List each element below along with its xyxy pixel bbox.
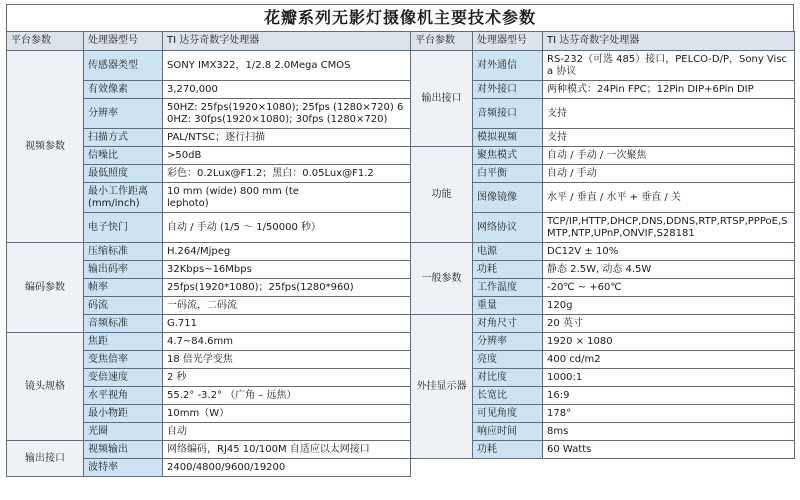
param-name: 聚焦模式: [473, 147, 543, 165]
param-name: 最小工作距离 (mm/inch): [84, 183, 163, 213]
param-value: 水平 / 垂直 / 水平 + 垂直 / 关: [543, 183, 795, 213]
param-value: SONY IMX322，1/2.8 2.0Mega CMOS: [163, 51, 411, 81]
table-row: [7, 423, 795, 441]
param-name: 白平衡: [473, 165, 543, 183]
param-name: 可见角度: [473, 405, 543, 423]
category-function: 功能: [411, 147, 473, 243]
table-row: [7, 459, 795, 477]
param-name: 有效像素: [84, 81, 163, 99]
param-value: 400 cd/m2: [543, 351, 795, 369]
header-processor-value-right: TI 达芬奇数字处理器: [543, 32, 795, 51]
header-row: [7, 32, 795, 51]
category-lens: 镜头规格: [7, 333, 84, 441]
table-row: [7, 279, 795, 297]
table-row: [7, 213, 795, 243]
param-value: 10 mm (wide) 800 mm (telephoto): [163, 183, 411, 213]
param-name: 输出码率: [84, 261, 163, 279]
param-value: 32Kbps~16Mbps: [163, 261, 411, 279]
param-value: 自动: [163, 423, 411, 441]
param-value: 18 倍光学变焦: [163, 351, 411, 369]
category-video: 视频参数: [7, 51, 84, 243]
param-value: 20 英寸: [543, 315, 795, 333]
spec-sheet: [6, 4, 794, 477]
category-encoding: 编码参数: [7, 243, 84, 333]
param-value: 178°: [543, 405, 795, 423]
param-value: 支持: [543, 129, 795, 147]
empty-cell: [411, 459, 795, 477]
param-name: 对角尺寸: [473, 315, 543, 333]
param-name: 图像镜像: [473, 183, 543, 213]
param-name: 长宽比: [473, 387, 543, 405]
param-name: 分辨率: [84, 99, 163, 129]
param-value: RS-232（可选 485）接口，PELCO-D/P，Sony Visca 协议: [543, 51, 795, 81]
spec-table: [6, 31, 795, 477]
param-name: 信噪比: [84, 147, 163, 165]
param-name: 功耗: [473, 441, 543, 459]
param-value: H.264/Mjpeg: [163, 243, 411, 261]
param-value: 彩色：0.2Lux@F1.2；黑白：0.05Lux@F1.2: [163, 165, 411, 183]
param-value: 一码流，二码流: [163, 297, 411, 315]
header-platform-right: 平台参数: [411, 32, 473, 51]
table-row: [7, 129, 795, 147]
param-name: 功耗: [473, 261, 543, 279]
param-name: 对外接口: [473, 81, 543, 99]
param-value: >50dB: [163, 147, 411, 165]
param-value: 两种模式：24Pin FPC；12Pin DIP+6Pin DIP: [543, 81, 795, 99]
table-row: [7, 405, 795, 423]
param-value: 1000:1: [543, 369, 795, 387]
param-value: 1920 × 1080: [543, 333, 795, 351]
param-value: 2400/4800/9600/19200: [163, 459, 411, 477]
param-value: 网络编码，RJ45 10/100M 自适应以太网接口: [163, 441, 411, 459]
param-name: 分辨率: [473, 333, 543, 351]
param-name: 传感器类型: [84, 51, 163, 81]
table-row: [7, 315, 795, 333]
table-row: [7, 441, 795, 459]
header-platform-left: 平台参数: [7, 32, 84, 51]
category-external-display: 外挂显示器: [411, 315, 473, 459]
table-row: [7, 333, 795, 351]
param-value: 自动 / 手动 / 一次聚焦: [543, 147, 795, 165]
page-title: 花瓣系列无影灯摄像机主要技术参数: [6, 4, 794, 31]
table-row: [7, 147, 795, 165]
param-name: 光圈: [84, 423, 163, 441]
param-name: 帧率: [84, 279, 163, 297]
table-row: [7, 99, 795, 129]
param-name: 工作温度: [473, 279, 543, 297]
table-row: [7, 261, 795, 279]
table-row: [7, 165, 795, 183]
table-row: [7, 387, 795, 405]
param-name: 亮度: [473, 351, 543, 369]
param-name: 码流: [84, 297, 163, 315]
table-row: [7, 81, 795, 99]
table-row: [7, 183, 795, 213]
table-row: [7, 243, 795, 261]
param-value: 120g: [543, 297, 795, 315]
param-name: 音频接口: [473, 99, 543, 129]
param-name: 扫描方式: [84, 129, 163, 147]
param-value: 60 Watts: [543, 441, 795, 459]
header-processor-value-left: TI 达芬奇数字处理器: [163, 32, 411, 51]
table-row: [7, 297, 795, 315]
category-output-interface-left: 输出接口: [7, 441, 84, 477]
param-value: DC12V ± 10%: [543, 243, 795, 261]
param-name: 最低照度: [84, 165, 163, 183]
param-name: 视频输出: [84, 441, 163, 459]
param-value: G.711: [163, 315, 411, 333]
param-value: PAL/NTSC；逐行扫描: [163, 129, 411, 147]
param-name: 最小物距: [84, 405, 163, 423]
param-name: 变焦倍率: [84, 351, 163, 369]
param-name: 电源: [473, 243, 543, 261]
param-name: 重量: [473, 297, 543, 315]
param-name: 电子快门: [84, 213, 163, 243]
table-row: [7, 51, 795, 81]
param-name: 压缩标准: [84, 243, 163, 261]
param-value: 支持: [543, 99, 795, 129]
param-name: 变倍速度: [84, 369, 163, 387]
param-name: 模拟视频: [473, 129, 543, 147]
param-value: 静态 2.5W, 动态 4.5W: [543, 261, 795, 279]
param-value: 10mm（W）: [163, 405, 411, 423]
param-value: 自动 / 手动 (1/5 ～ 1/50000 秒）: [163, 213, 411, 243]
param-value: TCP/IP,HTTP,DHCP,DNS,DDNS,RTP,RTSP,PPPoE,SMTP,NTP,UPnP,ONVIF,S28181: [543, 213, 795, 243]
header-processor-left: 处理器型号: [84, 32, 163, 51]
param-value: 2 秒: [163, 369, 411, 387]
header-processor-right: 处理器型号: [473, 32, 543, 51]
param-name: 音频标准: [84, 315, 163, 333]
category-output-interface: 输出接口: [411, 51, 473, 147]
param-name: 波特率: [84, 459, 163, 477]
param-value: -20℃ ~ +60℃: [543, 279, 795, 297]
table-row: [7, 351, 795, 369]
category-general: 一般参数: [411, 243, 473, 315]
param-name: 响应时间: [473, 423, 543, 441]
param-name: 网络协议: [473, 213, 543, 243]
param-name: 对外通信: [473, 51, 543, 81]
param-name: 水平视角: [84, 387, 163, 405]
param-name: 焦距: [84, 333, 163, 351]
param-value: 4.7~84.6mm: [163, 333, 411, 351]
param-value: 自动 / 手动: [543, 165, 795, 183]
param-value: 25fps(1920*1080)；25fps(1280*960): [163, 279, 411, 297]
param-value: 3,270,000: [163, 81, 411, 99]
param-value: 8ms: [543, 423, 795, 441]
param-value: 16:9: [543, 387, 795, 405]
param-value: 55.2° -3.2° （广角 – 远焦）: [163, 387, 411, 405]
param-name: 对比度: [473, 369, 543, 387]
param-value: 50HZ: 25fps(1920×1080); 25fps (1280×720) 60HZ: 30fps(1920×1080); 30fps (1280×720): [163, 99, 411, 129]
table-row: [7, 369, 795, 387]
